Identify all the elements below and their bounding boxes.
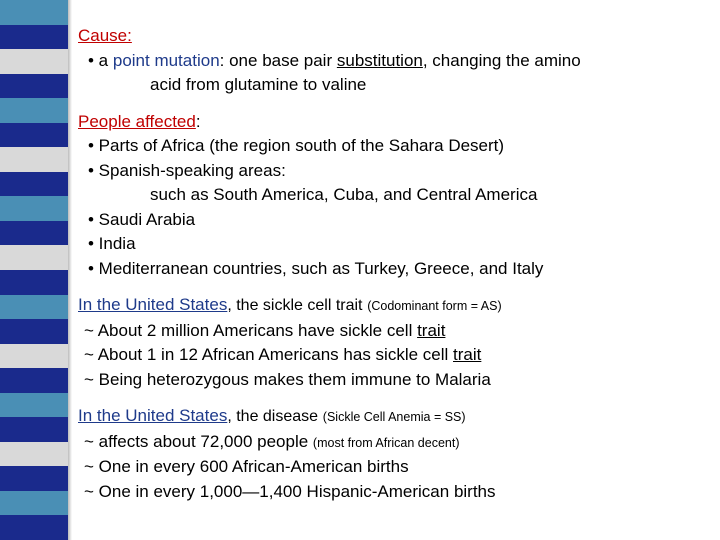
disease-heading-line (78, 404, 708, 430)
substitution-term: substitution (336, 50, 423, 70)
slide-content (78, 24, 708, 504)
people-heading-colon: : (195, 111, 201, 131)
stripe-block (0, 442, 68, 467)
stripe-block (0, 245, 68, 270)
people-item-india: • India (88, 234, 136, 253)
trait-heading: In the United States (78, 295, 228, 314)
trait-line-1-text: ~ About 2 million Americans have sickle cell (84, 320, 418, 340)
disease-subheading: , the disease (227, 408, 319, 425)
stripe-block (0, 98, 68, 123)
trait-line-1 (78, 319, 708, 344)
stripe-block (0, 515, 68, 540)
stripe-block (0, 417, 68, 442)
people-heading-line (78, 110, 708, 135)
stripe-shadow (68, 0, 72, 540)
stripe-block (0, 344, 68, 369)
point-mutation-term: point mutation (112, 50, 220, 70)
people-item-saudi-arabia: • Saudi Arabia (88, 209, 196, 229)
stripe-block (0, 368, 68, 393)
cause-mid: : one base pair (219, 50, 337, 70)
people-heading: People affected (78, 111, 196, 131)
people-item-africa: • Parts of Africa (the region south of the Sahara Desert) (88, 136, 505, 155)
stripe-block (0, 74, 68, 99)
stripe-block (0, 466, 68, 491)
stripe-block (0, 147, 68, 172)
cause-bullet (78, 49, 708, 74)
trait-note: (Codominant form = AS) (367, 299, 502, 313)
stripe-block (0, 491, 68, 516)
trait-line-2 (78, 343, 708, 368)
trait-line-2-text: ~ About 1 in 12 African Americans has sickle cell (84, 345, 454, 364)
stripe-block (0, 49, 68, 74)
trait-subheading: , the sickle cell trait (227, 297, 363, 314)
stripe-block (0, 393, 68, 418)
trait-line-3: ~ Being heterozygous makes them immune to Malaria (84, 369, 491, 389)
stripe-block (0, 0, 68, 25)
cause-heading: Cause: (78, 26, 132, 45)
trait-heading-line (78, 293, 708, 319)
disease-heading: In the United States (78, 406, 228, 425)
cause-heading-line (78, 24, 708, 49)
disease-line-1-note: (most from African decent) (312, 435, 460, 450)
cause-bullet-pre: • a (88, 50, 113, 70)
disease-note: (Sickle Cell Anemia = SS) (322, 410, 466, 424)
disease-line-1-text: ~ affects about 72,000 people (84, 431, 309, 451)
stripe-block (0, 25, 68, 50)
cause-bullet-continued: acid from glutamine to valine (150, 75, 367, 94)
disease-line-1 (78, 430, 708, 456)
people-item-spanish-examples: such as South America, Cuba, and Central America (150, 185, 538, 204)
stripe-block (0, 123, 68, 148)
stripe-block (0, 221, 68, 246)
stripe-block (0, 319, 68, 344)
people-item-spanish: • Spanish-speaking areas: (88, 160, 286, 180)
people-item-mediterranean: • Mediterranean countries, such as Turkey, Greece, and Italy (88, 258, 544, 278)
disease-line-2: ~ One in every 600 African-American births (84, 457, 409, 476)
decorative-side-stripe (0, 0, 68, 540)
cause-post: , changing the amino (422, 50, 581, 70)
disease-line-3: ~ One in every 1,000—1,400 Hispanic-American births (84, 481, 496, 501)
stripe-block (0, 270, 68, 295)
stripe-block (0, 295, 68, 320)
stripe-block (0, 196, 68, 221)
trait-line-2-trait: trait (453, 345, 482, 364)
trait-line-1-trait: trait (417, 320, 446, 340)
stripe-block (0, 172, 68, 197)
